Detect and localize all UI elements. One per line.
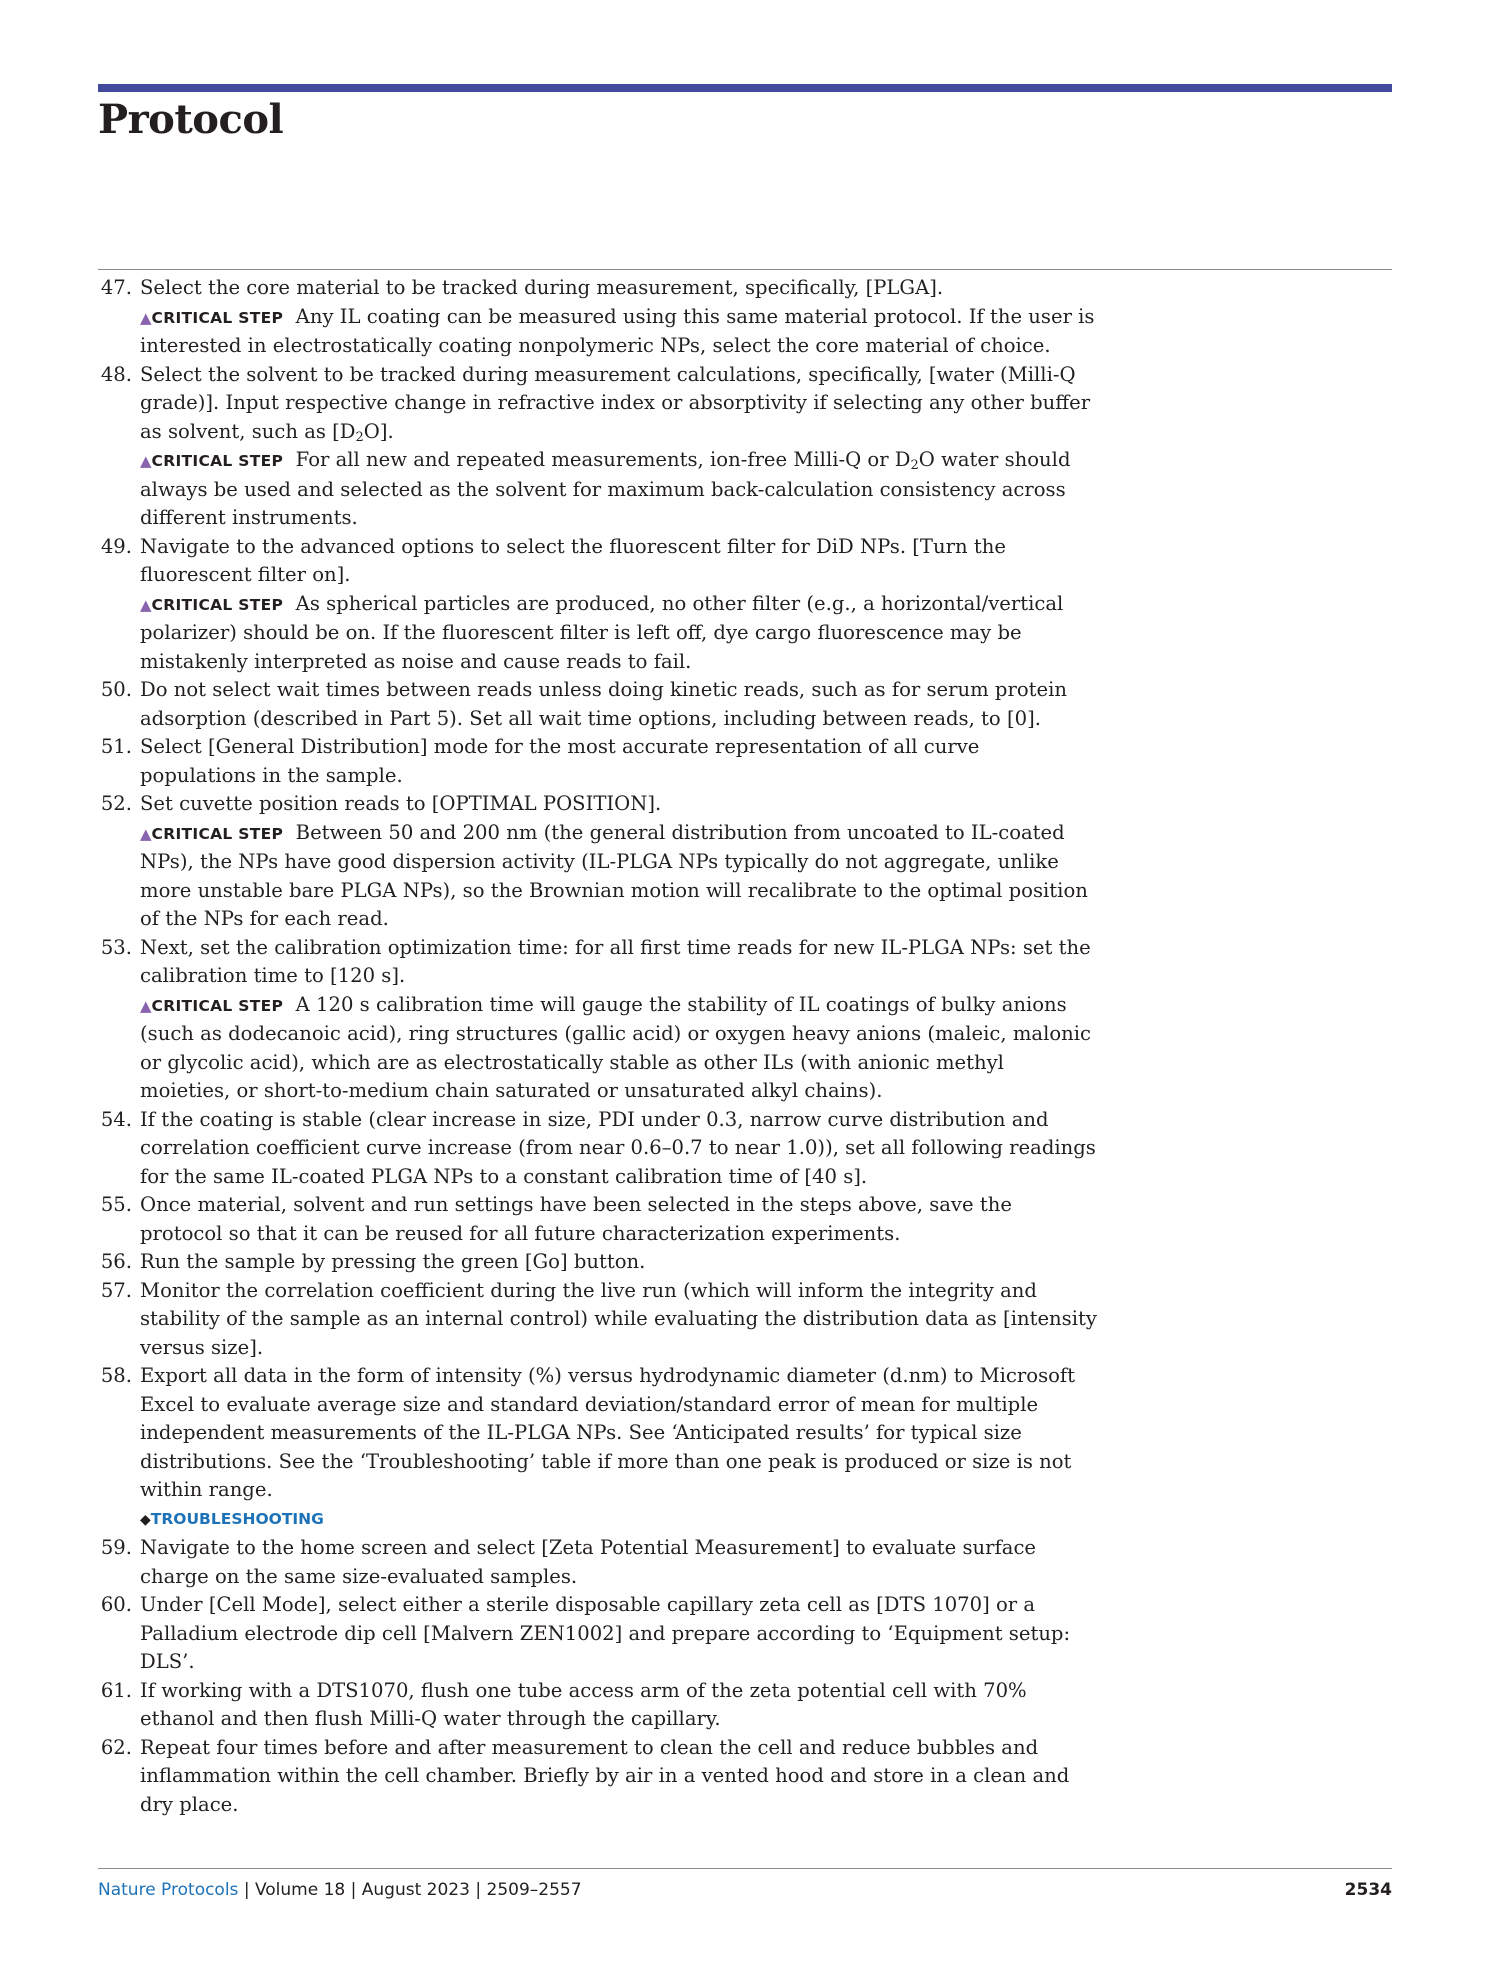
critical-step-note — [140, 991, 1098, 1106]
step-text: Export all data in the form of intensity (%) versus hydrodynamic diameter (d.nm) to Microsoft Excel to evaluate average size and standard deviation/standard error of mean for multiple independent measurements of the IL-PLGA NPs. See ‘Anticipated results’ for typical size distributions. See the ‘Troubleshooting’ table if more than one peak is produced or size is not within range. — [140, 1364, 1076, 1501]
critical-step-text: As spherical particles are produced, no other filter (e.g., a horizontal/vertical polarizer) should be on. If the fluorescent filter is left off, dye cargo fluorescence may be mistakenly interpreted as noise and cause reads to fail. — [140, 591, 1064, 673]
critical-step-text: Between 50 and 200 nm (the general distribution from uncoated to IL-coated NPs), the NPs have good dispersion activity (IL-PLGA NPs typically do not aggregate, unlike more unstable bare PLGA NPs), so the Brownian motion will recalibrate to the optimal position of the NPs for each read. — [140, 820, 1088, 930]
issue-date: August 2023 — [361, 1880, 470, 1900]
page-range: 2509–2557 — [486, 1880, 582, 1900]
critical-step-label: CRITICAL STEP — [151, 996, 284, 1015]
step-52 — [98, 790, 1098, 934]
step-55 — [98, 1191, 1098, 1248]
critical-step-text: For all new and repeated measurements, ion-free Milli-Q or D — [295, 448, 911, 471]
triangle-icon: ▲ — [140, 595, 152, 614]
step-number: 60. — [100, 1593, 132, 1616]
critical-step-label: CRITICAL STEP — [151, 595, 284, 614]
critical-step-label: CRITICAL STEP — [151, 824, 284, 843]
step-number: 56. — [100, 1250, 132, 1273]
critical-step-text: A 120 s calibration time will gauge the stability of IL coatings of bulky anions (such as dodecanoic acid), ring structures (gallic acid) or oxygen heavy anions (maleic, malonic or glycolic acid), which are as electrostatically stable as other ILs (with anionic methyl moieties, or short-to-medium chain saturated or unsaturated alkyl chains). — [140, 992, 1092, 1102]
step-text: Select [General Distribution] mode for the most accurate representation of all curve populations in the sample. — [140, 735, 980, 787]
step-number: 58. — [100, 1364, 132, 1387]
step-number: 59. — [100, 1536, 132, 1559]
step-48 — [98, 361, 1098, 533]
critical-step-label: CRITICAL STEP — [151, 452, 284, 470]
step-number: 50. — [100, 678, 132, 701]
step-text: Run the sample by pressing the green [Go] button. — [140, 1250, 646, 1273]
page-title: Protocol — [98, 96, 284, 143]
step-56 — [98, 1248, 1098, 1277]
step-51 — [98, 733, 1098, 790]
step-text: Monitor the correlation coefficient during the live run (which will inform the integrity and stability of the sample as an internal control) while evaluating the distribution data as [intensity versus size]. — [140, 1278, 1097, 1359]
triangle-icon: ▲ — [140, 996, 152, 1015]
protocol-steps — [98, 274, 1098, 1819]
step-number: 62. — [100, 1735, 132, 1759]
troubleshooting-link[interactable] — [140, 1505, 1098, 1535]
step-number: 51. — [100, 735, 132, 758]
step-text: Repeat four times before and after measurement to clean the cell and reduce bubbles and inflammation within the cell chamber. Briefly by air in a vented hood and store in a clean and dry place. — [140, 1735, 1070, 1816]
step-50 — [98, 676, 1098, 733]
step-number: 54. — [100, 1107, 132, 1131]
step-text: If working with a DTS1070, flush one tube access arm of the zeta potential cell with 70% ethanol and then flush Milli-Q water through the capillary. — [140, 1678, 1027, 1730]
step-text: If the coating is stable (clear increase in size, PDI under 0.3, narrow curve distribution and correlation coefficient curve increase (from near 0.6–0.7 to near 1.0)), set all following readings for the same IL-coated PLGA NPs to a constant calibration time of [40 s]. — [140, 1107, 1096, 1188]
step-text — [140, 361, 1098, 447]
step-57 — [98, 1277, 1098, 1363]
triangle-icon: ▲ — [140, 824, 152, 843]
critical-step-text: O water should always be used and selected as the solvent for maximum back-calculation consistency across different instruments. — [140, 448, 1071, 529]
subscript: 2 — [910, 458, 919, 473]
page-number: 2534 — [1344, 1880, 1392, 1900]
step-number: 47. — [100, 276, 132, 299]
separator: | — [469, 1880, 487, 1900]
step-text-part: O]. — [363, 419, 394, 443]
step-text: Once material, solvent and run settings have been selected in the steps above, save the protocol so that it can be reused for all future characterization experiments. — [140, 1193, 1012, 1245]
step-60 — [98, 1591, 1098, 1677]
critical-step-label: CRITICAL STEP — [151, 308, 284, 327]
step-58 — [98, 1362, 1098, 1534]
separator: | — [238, 1880, 255, 1900]
step-text: Set cuvette position reads to [OPTIMAL POSITION]. — [140, 792, 662, 815]
triangle-icon: ▲ — [140, 452, 152, 470]
step-62 — [98, 1734, 1098, 1820]
step-text-part: Select the solvent to be tracked during measurement calculations, specifically, [water (Milli-Q grade)]. Input respective change in refractive index or absorptivity if selecting any other buffer as solvent, such as [D — [140, 362, 1091, 443]
step-61 — [98, 1677, 1098, 1734]
triangle-icon: ▲ — [140, 308, 152, 327]
troubleshooting-label: TROUBLESHOOTING — [150, 1509, 324, 1528]
step-54 — [98, 1106, 1098, 1192]
step-text: Select the core material to be tracked during measurement, specifically, [PLGA]. — [140, 276, 944, 299]
step-53 — [98, 934, 1098, 1106]
critical-step-note — [140, 446, 1098, 533]
critical-step-text: Any IL coating can be measured using this same material protocol. If the user is interested in electrostatically coating nonpolymeric NPs, select the core material of choice. — [140, 304, 1095, 357]
step-number: 52. — [100, 792, 132, 815]
step-text: Navigate to the home screen and select [Zeta Potential Measurement] to evaluate surface charge on the same size-evaluated samples. — [140, 1536, 1037, 1588]
step-text: Navigate to the advanced options to select the fluorescent filter for DiD NPs. [Turn the fluorescent filter on]. — [140, 534, 1006, 586]
step-49 — [98, 533, 1098, 677]
step-text: Do not select wait times between reads unless doing kinetic reads, such as for serum protein adsorption (described in Part 5). Set all wait time options, including between reads, to [0]. — [140, 678, 1067, 730]
volume: Volume 18 — [254, 1880, 346, 1900]
separator: | — [345, 1880, 362, 1900]
header-rule — [98, 84, 1392, 92]
step-number: 61. — [100, 1678, 132, 1702]
footer-citation — [98, 1880, 582, 1900]
journal-name[interactable]: Nature Protocols — [98, 1880, 239, 1900]
critical-step-note — [140, 590, 1098, 677]
divider-top — [98, 269, 1392, 270]
step-text: Under [Cell Mode], select either a sterile disposable capillary zeta cell as [DTS 1070] or a Palladium electrode dip cell [Malvern ZEN1002] and prepare according to ‘Equipment setup: DLS’. — [140, 1593, 1071, 1673]
step-59 — [98, 1534, 1098, 1591]
step-number: 49. — [100, 534, 132, 558]
step-number: 48. — [100, 362, 132, 386]
step-number: 53. — [100, 935, 132, 959]
step-number: 57. — [100, 1278, 132, 1302]
step-47 — [98, 274, 1098, 361]
critical-step-note — [140, 303, 1098, 361]
critical-step-note — [140, 819, 1098, 934]
subscript: 2 — [355, 429, 364, 445]
step-number: 55. — [100, 1193, 132, 1216]
diamond-icon: ◆ — [140, 1511, 151, 1528]
step-text: Next, set the calibration optimization time: for all first time reads for new IL-PLGA NPs: set the calibration time to [120 s]. — [140, 935, 1091, 987]
divider-bottom — [98, 1868, 1392, 1869]
